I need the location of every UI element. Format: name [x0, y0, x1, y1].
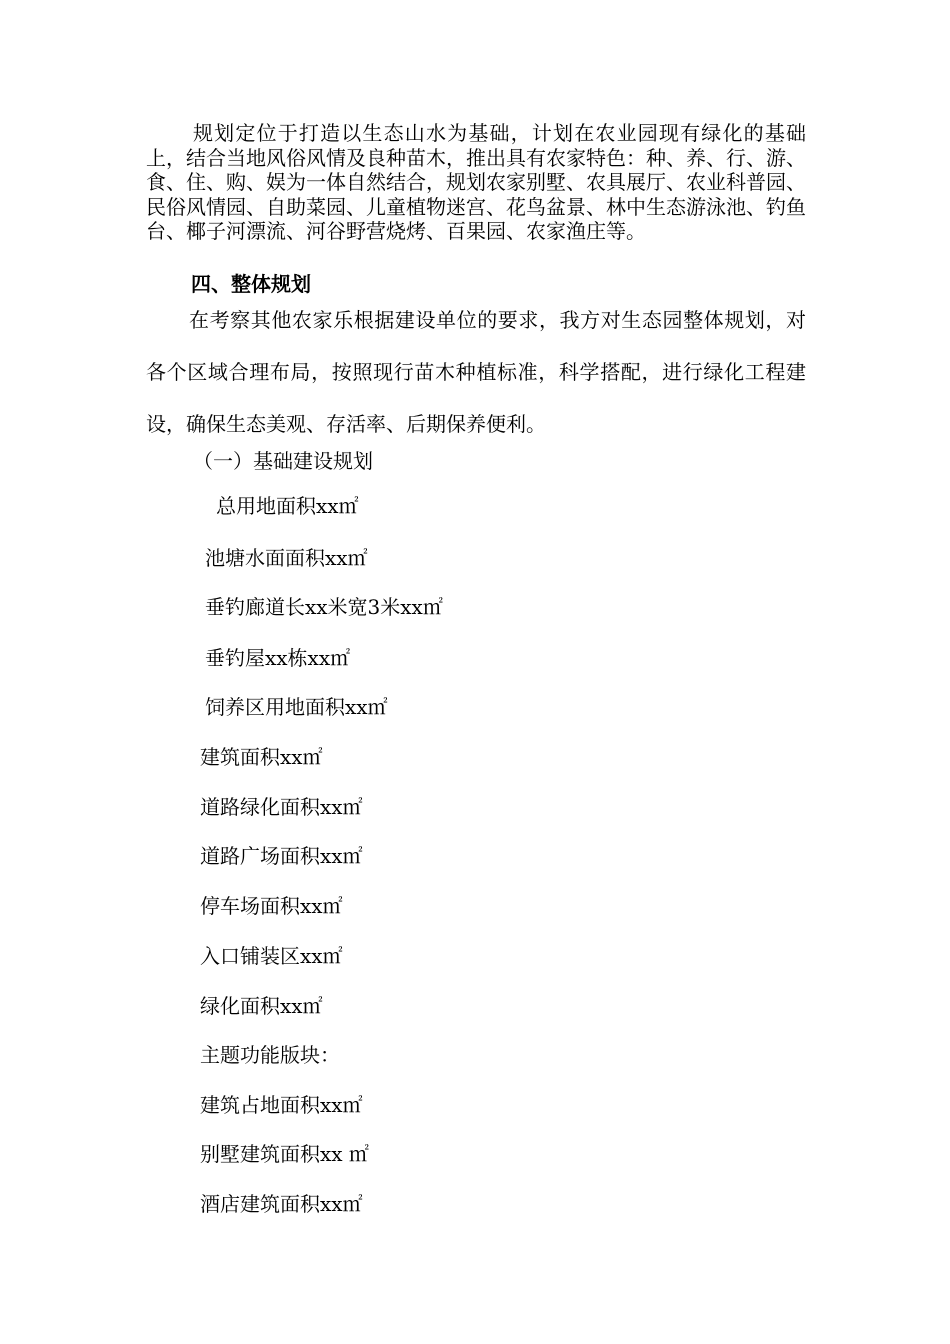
list-item: 建筑占地面积xx㎡: [200, 1093, 363, 1117]
list-item: 垂钓廊道长xx米宽3米xx㎡: [205, 595, 443, 619]
list-item: 道路广场面积xx㎡: [200, 844, 363, 868]
list-item: 绿化面积xx㎡: [200, 994, 323, 1018]
list-item: 道路绿化面积xx㎡: [200, 795, 363, 819]
list-item: 饲养区用地面积xx㎡: [205, 695, 388, 719]
section-heading: 四、整体规划: [191, 272, 311, 296]
list-item: 垂钓屋xx栋xx㎡: [205, 646, 351, 670]
list-item: 主题功能版块：: [200, 1043, 340, 1067]
planning-paragraph: 在考察其他农家乐根据建设单位的要求，我方对生态园整体规划，对各个区域合理布局，按照现行苗木种植标准，科学搭配，进行绿化工程建设，确保生态美观、存活率、后期保养便利。: [146, 308, 806, 436]
list-item: 池塘水面面积xx㎡: [205, 546, 368, 570]
intro-paragraph: 规划定位于打造以生态山水为基础，计划在农业园现有绿化的基础上，结合当地风俗风情及良种苗木，推出具有农家特色：种、养、行、游、食、住、购、娱为一体自然结合，规划农家别墅、农具展厅、农业科普园、民俗风情园、自助菜园、儿童植物迷宫、花鸟盆景、林中生态游泳池、钓鱼台、椰子河漂流、河谷野营烧烤、百果园、农家渔庄等。: [146, 121, 806, 243]
list-item: 建筑面积xx㎡: [200, 745, 323, 769]
list-item: 酒店建筑面积xx㎡: [200, 1192, 363, 1216]
list-item: 别墅建筑面积xx ㎡: [200, 1142, 369, 1166]
list-item: 入口铺装区xx㎡: [200, 944, 343, 968]
list-item: 停车场面积xx㎡: [200, 894, 343, 918]
subsection-heading: （一）基础建设规划: [193, 449, 373, 473]
list-item: 总用地面积xx㎡: [216, 494, 359, 518]
